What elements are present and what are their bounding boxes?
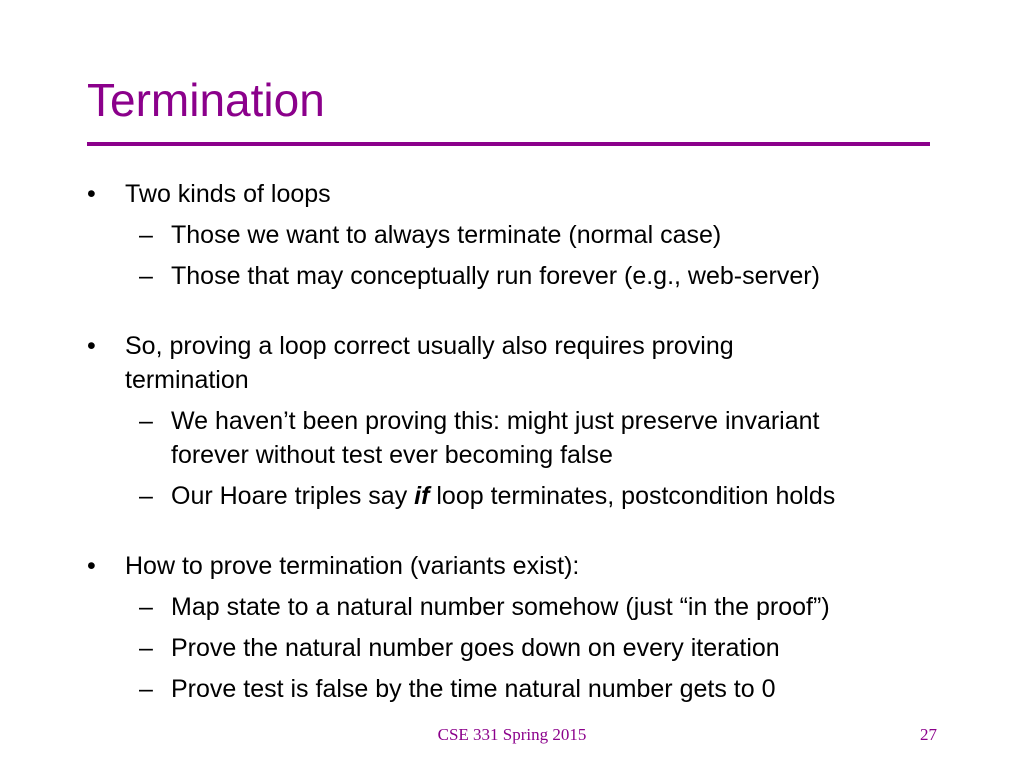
slide-title: Termination [87,74,325,126]
sub-bullet-text: Prove the natural number goes down on every iteration [171,634,780,662]
sub-bullet-text: Those that may conceptually run forever (e.g., web-server) [171,262,820,290]
sub-bullet-text-after: loop terminates, postcondition holds [429,482,836,510]
bullet-icon: • [87,332,96,360]
dash-icon: – [139,634,153,662]
sub-bullet-text: Map state to a natural number somehow (just “in the proof”) [171,593,830,621]
bullet-text: So, proving a loop correct usually also requires proving [125,332,734,360]
dash-icon: – [139,221,153,249]
bullet-icon: • [87,552,96,580]
sub-bullet-text: Those we want to always terminate (normal case) [171,221,722,249]
dash-icon: – [139,482,153,510]
dash-icon: – [139,675,153,703]
sub-bullet-text [171,479,835,513]
bullet-text-continuation: termination [125,366,249,394]
sub-bullet-text: Prove test is false by the time natural number gets to 0 [171,675,776,703]
bullet-text: Two kinds of loops [125,180,331,208]
bullet-text: How to prove termination (variants exist): [125,552,580,580]
footer-page-number: 27 [920,725,937,744]
sub-bullet-text-continuation: forever without test ever becoming false [171,441,613,469]
sub-bullet-text: We haven’t been proving this: might just preserve invariant [171,407,820,435]
dash-icon: – [139,262,153,290]
bullet-icon: • [87,180,96,208]
emphasized-if: if [414,482,430,510]
dash-icon: – [139,407,153,435]
sub-bullet-text-before: Our Hoare triples say [171,482,415,510]
footer-course: CSE 331 Spring 2015 [437,725,587,744]
title-underline [87,142,930,146]
dash-icon: – [139,593,153,621]
